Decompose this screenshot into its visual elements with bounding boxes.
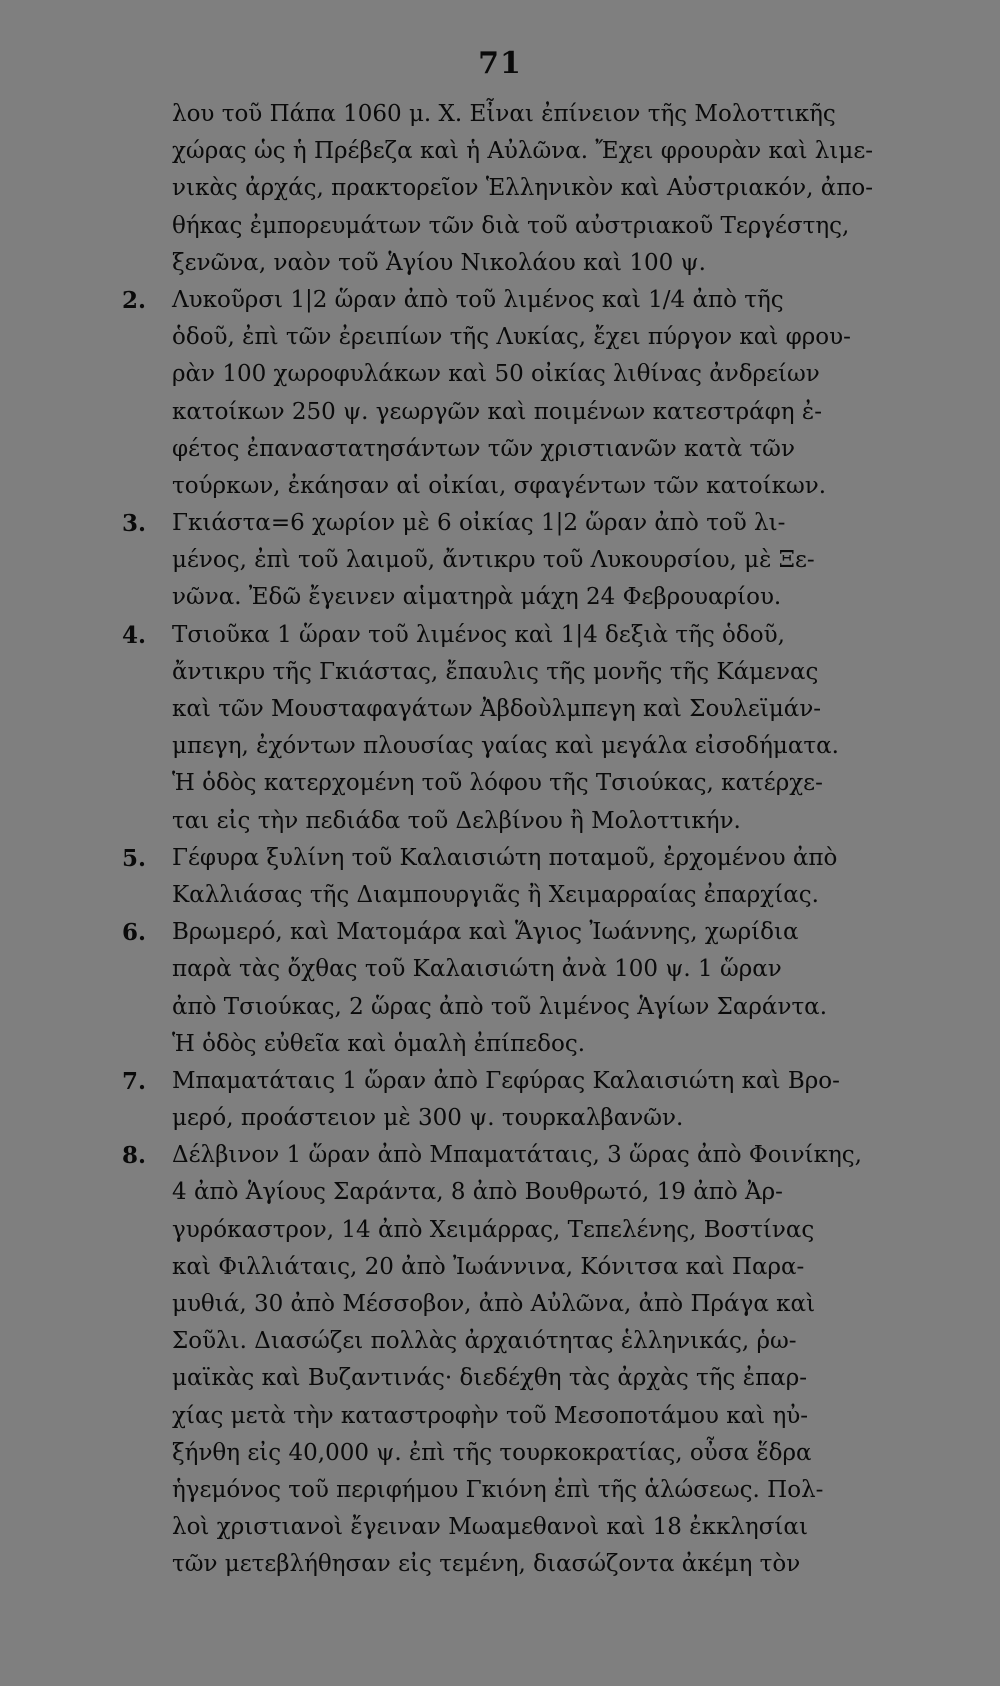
text-line xyxy=(0,245,1000,282)
line-text: Γέφυρα ξυλίνη τοῦ Καλαισιώτη ποταμοῦ, ἐρχομένου ἀπὸ xyxy=(172,844,838,871)
line-text: λου τοῦ Πάπα 1060 μ. Χ. Εἶναι ἐπίνειον τῆς Μολοττικῆς xyxy=(172,101,836,127)
line-text: Μπαματάταις 1 ὥραν ἀπὸ Γεφύρας Καλαισιώτη καὶ Βρο- xyxy=(172,1067,840,1094)
entry-number: 8. xyxy=(122,1142,147,1170)
line-text: παρὰ τὰς ὄχθας τοῦ Καλαισιώτη ἀνὰ 100 ψ. 1 ὥραν xyxy=(172,956,782,983)
text-line xyxy=(0,394,1000,431)
text-line xyxy=(0,1323,1000,1360)
text-line xyxy=(0,542,1000,579)
text-line xyxy=(0,208,1000,245)
line-text: τούρκων, ἐκάησαν αἱ οἰκίαι, σφαγέντων τῶν κατοίκων. xyxy=(172,472,827,499)
line-text: καὶ Φιλλιάταις, 20 ἀπὸ Ἰωάννινα, Κόνιτσα καὶ Παρα- xyxy=(172,1253,805,1280)
text-line xyxy=(0,1174,1000,1211)
line-text: κατοίκων 250 ψ. γεωργῶν καὶ ποιμένων κατεστράφη ἐ- xyxy=(172,398,822,425)
line-text: νικὰς ἀρχάς, πρακτορεῖον Ἑλληνικὸν καὶ Αὐστριακόν, ἀπο- xyxy=(172,175,874,202)
line-text: Λυκοῦρσι 1|2 ὥραν ἀπὸ τοῦ λιμένος καὶ 1/4 ἀπὸ τῆς xyxy=(172,286,784,313)
line-text: καὶ τῶν Μουσταφαγάτων Ἀβδοὺλμπεγη καὶ Σουλεϊμάν- xyxy=(172,696,822,722)
entry-number: 5. xyxy=(122,844,147,872)
page-number: 71 xyxy=(478,46,522,81)
line-text: ὁδοῦ, ἐπὶ τῶν ἐρειπίων τῆς Λυκίας, ἔχει πύργον καὶ φρου- xyxy=(172,324,851,351)
text-line xyxy=(0,877,1000,914)
line-text: χίας μετὰ τὴν καταστροφὴν τοῦ Μεσοποτάμου καὶ ηὐ- xyxy=(172,1402,808,1429)
text-line xyxy=(0,170,1000,207)
text-line xyxy=(0,654,1000,691)
text-line xyxy=(0,431,1000,468)
text-line xyxy=(0,1286,1000,1323)
line-text: Γκιάστα=6 χωρίον μὲ 6 οἰκίας 1|2 ὥραν ἀπὸ τοῦ λι- xyxy=(172,510,786,537)
entry-number: 4. xyxy=(122,621,147,649)
text-line xyxy=(0,765,1000,802)
line-text: ρὰν 100 χωροφυλάκων καὶ 50 οἰκίας λιθίνας ἀνδρείων xyxy=(172,361,820,388)
line-text: Ἡ ὁδὸς κατερχομένη τοῦ λόφου τῆς Τσιούκας, κατέρχε- xyxy=(172,770,823,797)
text-line xyxy=(0,1472,1000,1509)
entry-number: 3. xyxy=(122,510,147,538)
line-text: μαϊκὰς καὶ Βυζαντινάς· διεδέχθη τὰς ἀρχὰς τῆς ἐπαρ- xyxy=(172,1365,808,1392)
text-line xyxy=(0,803,1000,840)
text-line xyxy=(0,1546,1000,1583)
text-line xyxy=(0,468,1000,505)
text-line xyxy=(0,951,1000,988)
text-line xyxy=(0,96,1000,133)
text-line xyxy=(0,1026,1000,1063)
line-text: γυρόκαστρον, 14 ἀπὸ Χειμάρρας, Τεπελένης, Βοστίνας xyxy=(172,1216,815,1243)
line-text: ξενῶνα, ναὸν τοῦ Ἁγίου Νικολάου καὶ 100 ψ. xyxy=(172,249,706,276)
text-line xyxy=(0,728,1000,765)
line-text: τῶν μετεβλήθησαν εἰς τεμένη, διασώζοντα ἀκέμη τὸν xyxy=(172,1551,801,1578)
entry-number: 6. xyxy=(122,919,147,947)
text-line xyxy=(0,840,1000,877)
text-line xyxy=(0,1509,1000,1546)
line-text: ἄντικρυ τῆς Γκιάστας, ἔπαυλις τῆς μονῆς τῆς Κάμενας xyxy=(172,658,819,685)
text-line xyxy=(0,1398,1000,1435)
line-text: Καλλιάσας τῆς Διαμπουργιᾶς ἢ Χειμαρραίας ἐπαρχίας. xyxy=(172,881,819,908)
text-line xyxy=(0,1137,1000,1174)
text-line xyxy=(0,691,1000,728)
text-line xyxy=(0,1212,1000,1249)
text-line xyxy=(0,989,1000,1026)
entry-number: 7. xyxy=(122,1067,147,1095)
text-line xyxy=(0,1063,1000,1100)
line-text: ἡγεμόνος τοῦ περιφήμου Γκιόνη ἐπὶ τῆς ἁλώσεως. Πολ- xyxy=(172,1476,824,1503)
line-text: μυθιά, 30 ἀπὸ Μέσσοβον, ἀπὸ Αὐλῶνα, ἀπὸ Πράγα καὶ xyxy=(172,1291,816,1317)
entry-number: 2. xyxy=(122,286,147,314)
text-line xyxy=(0,319,1000,356)
line-text: μερό, προάστειον μὲ 300 ψ. τουρκαλβανῶν. xyxy=(172,1105,684,1132)
line-text: Βρωμερό, καὶ Ματομάρα καὶ Ἅγιος Ἰωάννης, χωρίδια xyxy=(172,919,799,946)
text-line xyxy=(0,914,1000,951)
line-text: νῶνα. Ἐδῶ ἔγεινεν αἱματηρὰ μάχη 24 Φεβρουαρίου. xyxy=(172,584,782,611)
text-line xyxy=(0,617,1000,654)
line-text: χώρας ὡς ἡ Πρέβεζα καὶ ἡ Αὐλῶνα. Ἔχει φρουρὰν καὶ λιμε- xyxy=(172,138,874,165)
line-text: μπεγη, ἐχόντων πλουσίας γαίας καὶ μεγάλα εἰσοδήματα. xyxy=(172,733,839,760)
line-text: Ἡ ὁδὸς εὐθεῖα καὶ ὁμαλὴ ἐπίπεδος. xyxy=(172,1030,586,1057)
line-text: Σοῦλι. Διασώζει πολλὰς ἀρχαιότητας ἑλληνικάς, ῥω- xyxy=(172,1328,797,1355)
text-line xyxy=(0,1360,1000,1397)
text-line xyxy=(0,133,1000,170)
text-line xyxy=(0,1100,1000,1137)
line-text: Τσιοῦκα 1 ὥραν τοῦ λιμένος καὶ 1|4 δεξιὰ τῆς ὁδοῦ, xyxy=(172,621,785,648)
text-line xyxy=(0,356,1000,393)
text-line xyxy=(0,1249,1000,1286)
text-line xyxy=(0,579,1000,616)
line-text: λοὶ χριστιανοὶ ἔγειναν Μωαμεθανοὶ καὶ 18 ἐκκλησίαι xyxy=(172,1514,808,1541)
text-block xyxy=(0,96,1000,1584)
text-line xyxy=(0,505,1000,542)
line-text: φέτος ἐπαναστατησάντων τῶν χριστιανῶν κατὰ τῶν xyxy=(172,435,795,462)
line-text: μένος, ἐπὶ τοῦ λαιμοῦ, ἄντικρυ τοῦ Λυκουρσίου, μὲ Ξε- xyxy=(172,547,815,574)
line-text: ξήνθη εἰς 40,000 ψ. ἐπὶ τῆς τουρκοκρατίας, οὖσα ἕδρα xyxy=(172,1439,812,1466)
line-text: 4 ἀπὸ Ἁγίους Σαράντα, 8 ἀπὸ Βουθρωτό, 19 ἀπὸ Ἀρ- xyxy=(172,1179,783,1206)
line-text: ται εἰς τὴν πεδιάδα τοῦ Δελβίνου ἢ Μολοττικήν. xyxy=(172,807,741,834)
line-text: θήκας ἐμπορευμάτων τῶν διὰ τοῦ αὐστριακοῦ Τεργέστης, xyxy=(172,212,850,239)
text-line xyxy=(0,1435,1000,1472)
line-text: Δέλβινον 1 ὥραν ἀπὸ Μπαματάταις, 3 ὥρας ἀπὸ Φοινίκης, xyxy=(172,1142,862,1169)
line-text: ἀπὸ Τσιούκας, 2 ὥρας ἀπὸ τοῦ λιμένος Ἁγίων Σαράντα. xyxy=(172,993,828,1020)
text-line xyxy=(0,282,1000,319)
